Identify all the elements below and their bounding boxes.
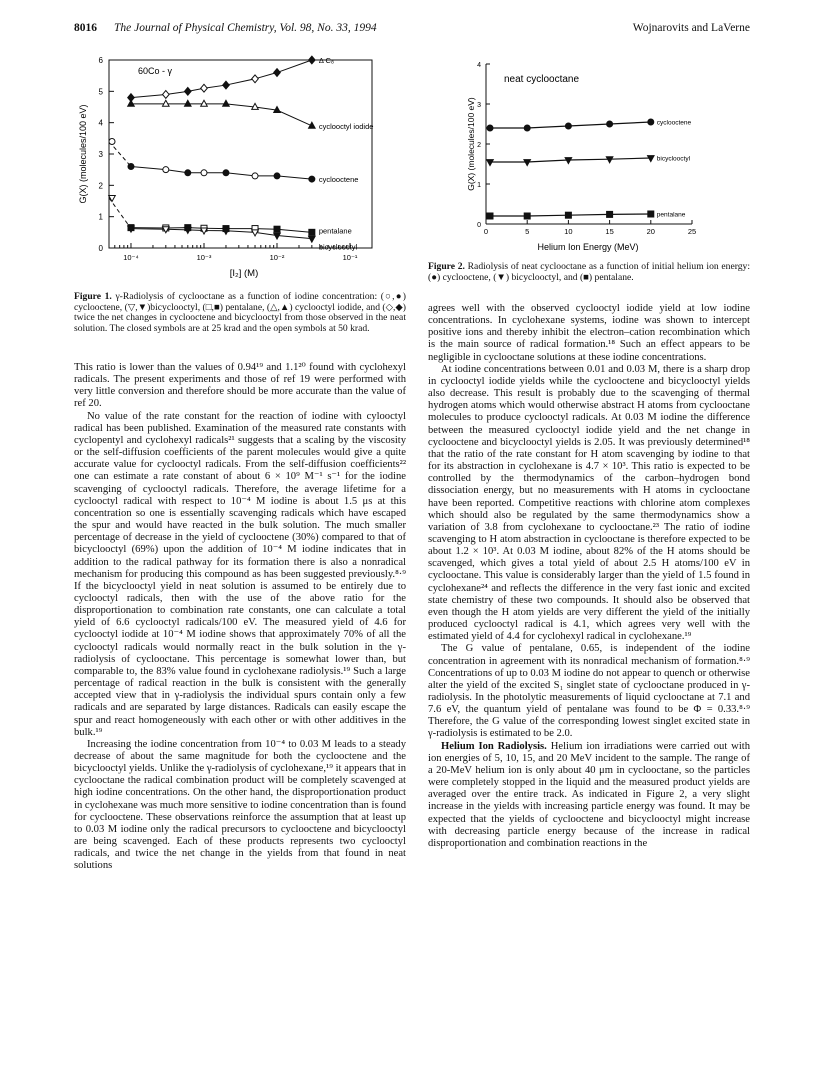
figure-1-caption-text: γ-Radiolysis of cyclooctane as a function of iodine concentration: (○,●) cyclooctene, (▽,▼)bicyclooctyl, (□,■) pentalane, (△,▲) cyclooctyl iodide, and (◇,◆) twice the net changes in cyclooctene and bicyclooctyl from those observed in the neat solution. The closed symbols are at 25 krad and the open symbols at 50 krad.: [74, 291, 406, 334]
paragraph: agrees well with the observed cyclooctyl iodide yield at low iodine concentrations. In cyclohexane systems, iodine was shown to intercept positive ions and thereby inhibit the electron–cation recombination which is the main source of radical formation.¹⁸ Such an effect appears to be negligible in cyclooctane solutions at these iodine concentrations.: [428, 303, 750, 363]
data-point: [274, 69, 281, 77]
running-authors: Wojnarovits and LaVerne: [632, 22, 750, 34]
series-label: Δ C₈: [318, 56, 335, 65]
x-tick-label: 25: [687, 227, 697, 236]
data-point: [487, 213, 493, 219]
series-line: [131, 167, 312, 180]
data-point: [163, 91, 170, 99]
chart-title: neat cyclooctane: [504, 74, 580, 85]
data-point: [223, 100, 230, 106]
y-tick-label: 5: [98, 87, 103, 97]
page-header: [74, 22, 750, 38]
journal-title: The Journal of Physical Chemistry, Vol. 98, No. 33, 1994: [114, 22, 377, 34]
data-point: [607, 121, 613, 127]
x-tick-label: 10⁻³: [196, 253, 212, 262]
data-point: [565, 212, 571, 218]
paragraph: Increasing the iodine concentration from 10⁻⁴ to 0.03 M leads to a steady decrease of about the same magnitude for both the cyclooctene and the bicyclooctyl yields. Unlike the γ-radiolysis of cyclohexane,¹⁹ it appears that in cyclooctane the radical combination product will be completely scavenged at high iodine concentrations. On the other hand, the disproportionation product in cyclohexane was much more sensitive to iodine concentration than is found for cyclooctene. These observations reinforce the assumption that at least up to 0.03 M iodine only the radical precursors to cyclooctene and bicyclooctyl are being scavenged. Each of these products represents two cyclooctyl radicals, and twice the net change in the yields from that found in neat solutions: [74, 738, 406, 872]
data-point: [524, 125, 530, 131]
x-tick-label: 10: [564, 227, 573, 236]
data-point: [309, 176, 315, 182]
figure-2-label: Figure 2.: [428, 261, 465, 272]
data-point: [201, 84, 208, 92]
data-point: [309, 236, 316, 242]
y-tick-label: 2: [98, 181, 103, 191]
series-label: pentalane: [656, 211, 686, 219]
y-tick-label: 0: [477, 222, 481, 229]
series-label: cyclooctene: [318, 175, 359, 185]
source-label: 60Co - γ: [138, 66, 173, 76]
section-text: Helium ion irradiations were carried out with ion energies of 5, 10, 15, and 20 MeV incident to the sample. The range of a 20-MeV helium ion is only about 40 μm in cyclooctane, so the particles were completely stopped in the liquid and the measured product yields are averaged over the entire track. As indicated in Figure 2, a very slight increase in the yields with increasing particle energy was found. It may be expected that the yields of cyclooctene and bicyclooctyl might increase with decreasing particle energy because of the increase in radical disproportionation and combination reactions in the: [428, 740, 751, 849]
data-point: [128, 100, 135, 106]
figure-1-label: Figure 1.: [74, 291, 112, 302]
y-tick-label: 2: [477, 142, 481, 149]
data-point: [565, 123, 571, 129]
plot-frame: [109, 60, 372, 248]
series-line: [131, 104, 312, 126]
data-point: [252, 173, 258, 179]
x-axis-label: Helium Ion Energy (MeV): [537, 242, 639, 252]
data-point: [309, 56, 316, 64]
figure-1-chart: [74, 48, 404, 284]
y-tick-label: 4: [477, 62, 481, 69]
data-point: [223, 170, 229, 176]
data-point: [524, 213, 530, 219]
data-point: [607, 211, 613, 217]
data-point: [309, 229, 315, 235]
x-tick-label: 10⁻²: [269, 253, 285, 262]
section-heading: Helium Ion Radiolysis.: [441, 740, 547, 752]
x-tick-label: 20: [646, 227, 655, 236]
cyclooctene-zero-point: [109, 138, 115, 144]
paragraph: The G value of pentalane, 0.65, is independent of the iodine concentration in agreement with its nonradical mechanism of formation.⁸·⁹ Concentrations of up to 0.03 M iodine do not appear to quench or otherwise alter the yield of the excited S₁ singlet state of cyclooctane produced in γ-radiolysis. In the photolytic measurements of liquid cyclooctane at 7.1 and 7.6 eV, the quantum yield of pentalane was found to be Φ = 0.33.⁸·⁹ Therefore, the G value of the corresponding lowest singlet excited state in γ-radiolysis is estimated to be 2.0.: [428, 643, 750, 740]
data-point: [274, 226, 280, 232]
y-tick-label: 1: [98, 212, 103, 222]
y-axis-label: G(X) (molecules/100 eV): [78, 104, 88, 204]
data-point: [648, 119, 654, 125]
paragraph: At iodine concentrations between 0.01 and 0.03 M, there is a sharp drop in cyclooctyl iodide yields while the cyclooctene and bicyclooctyl yields also decrease. This result is probably due to the scavenging of thermal hydrogen atoms which would otherwise abstract H atoms from cyclooctane molecules to produce cyclooctyl radicals. At 0.03 M iodine the difference between the measured cyclooctyl iodide yield and the net change in cyclooctene and bicyclooctyl yields is 2.05. It was previously determined¹⁸ that the ratio of the rate constant for H atom scavenging by iodine to that for its abstraction in cyclohexane is 4.7 × 10³. This ratio is expected to be controlled by the thermodynamics of the carbon–hydrogen bond dissociation energy, but no measurements with H atoms in cyclooctane have been reported. Competitive reactions with chlorine atom complexes which should also be regulated by the same thermodynamics show a variation of 3.8 from cyclohexane to cyclooctane.²³ The ratio of iodine scavenging to H atom abstraction in cyclooctane is therefore expected to be about 1.2 × 10³. At 0.03 M iodine, about 82% of the H atoms should be scavenged, which gives a total yield of about 2.5 H atoms/100 eV in cyclooctane. This value is considerably larger than the yield of 1.5 found in cyclohexane²⁴ and reflects the difference in the very fast ionic and excited state chemistry of these two compounds. It should also be observed that even though the H atom yields are very different the yield of the initially produced cyclooctyl radical is 4.1, which agrees very well with the estimated yield of 4.4 for cyclohexyl radical in cyclohexane.¹⁹: [428, 363, 750, 643]
x-axis-label: [I₂] (M): [229, 268, 259, 279]
data-point: [184, 87, 191, 95]
series-label: cyclooctene: [656, 119, 692, 127]
data-point: [201, 100, 208, 106]
figure-2-caption-text: Radiolysis of neat cyclooctane as a function of initial helium ion energy: (●) cyclooctene, (▼) bicyclooctyl, and (■) pentalane.: [428, 261, 750, 283]
y-tick-label: 6: [98, 56, 103, 65]
data-point: [487, 125, 493, 131]
right-column: [428, 303, 750, 850]
data-point: [648, 211, 654, 217]
left-column: [74, 362, 406, 873]
data-point: [185, 170, 191, 176]
data-point: [252, 75, 259, 83]
data-point: [223, 81, 230, 89]
data-point: [274, 173, 280, 179]
figure-2-chart: [466, 52, 750, 262]
x-tick-label: 10⁻¹: [342, 253, 358, 262]
y-tick-label: 3: [98, 150, 103, 159]
series-label: cyclooctyl iodide: [318, 121, 374, 131]
y-tick-label: 3: [477, 102, 481, 109]
figure-1-caption: [74, 292, 406, 334]
data-point: [487, 160, 494, 166]
data-point: [128, 164, 134, 170]
series-line: [131, 228, 312, 233]
x-tick-label: 0: [483, 227, 489, 236]
data-point: [184, 100, 191, 106]
section-paragraph: [428, 741, 750, 850]
data-point: [201, 170, 207, 176]
x-tick-label: 5: [525, 227, 530, 236]
paragraph: This ratio is lower than the values of 0.94¹⁹ and 1.1²⁰ found with cyclohexyl radicals. The present experiments and those of ref 19 were performed with very little conversion and therefore should be more accurate than the value of ref 20.: [74, 362, 406, 410]
y-tick-label: 1: [477, 182, 481, 189]
series-label: bicyclooctyl: [656, 155, 691, 163]
series-label: pentalane: [318, 226, 352, 236]
bicyclooctyl-dashed-line: [109, 198, 131, 229]
series-label: bicyclooctyl: [318, 242, 358, 252]
data-point: [163, 100, 170, 106]
page-number: 8016: [74, 22, 97, 34]
data-point: [163, 167, 169, 173]
x-tick-label: 15: [605, 227, 614, 236]
y-tick-label: 4: [98, 118, 103, 128]
x-tick-label: 10⁻⁴: [123, 253, 139, 262]
figure-2-caption: [428, 262, 750, 283]
data-point: [524, 160, 531, 166]
paragraph: No value of the rate constant for the reaction of iodine with cylooctyl radical has been published. Examination of the measured rate constants with cyclopentyl and cyclohexyl radicals²¹ suggests that a scaling by the viscosity or the self-diffusion coefficients of the parent molecules would give a quite accurate value for cyclooctyl radicals. From the self-diffusion coefficients²² one can estimate a rate constant of about 6 × 10⁹ M⁻¹ s⁻¹ for the iodine scavenging of cyclooctyl radicals. Therefore, the average lifetime for a cyclooctyl radical with respect to 10⁻⁴ M iodine is about 1.5 μs at this concentration so one is essentially scavenging radicals which have escaped the spur and would have reacted in the bulk solution. The much smaller percentage of decrease in the yield of cyclooctene (30%) compared to that of bicyclooctyl (69%) upon the addition of 10⁻⁴ M iodine indicates that in addition to the radical pathway for its formation there is also a nonradical mechanism for producing this compound as has been suggested previously.⁸·⁹ If the bicyclooctyl yield in neat solution is assumed to be entirely due to cyclooctyl radicals, then with the use of the above ratio for the disproportionation to combination rate constants, one can calculate a total yield of 6.6 cyclooctyl radicals/100 eV. The measured yield of 4.6 for cyclooctyl iodide at 10⁻⁴ M iodine shows that approximately 70% of all the cyclooctyl radicals would normally react in the bulk solution in the γ-radiolysis of cyclooctane. This percentage is somewhat lower than, but comparable to, the 83% value found in cyclohexane radiolysis.¹⁹ Such a large percentage of radical reaction in the bulk is consistent with the generally accepted view that in γ-radiolysis the individual spurs contain only a few radicals and are separated by large distances. Radicals can easily escape the spur and react homogeneously with each other or with other additives in the bulk.¹⁹: [74, 410, 406, 738]
y-tick-label: 0: [98, 244, 103, 253]
y-axis-label: G(X) (molecules/100 eV): [466, 97, 476, 191]
